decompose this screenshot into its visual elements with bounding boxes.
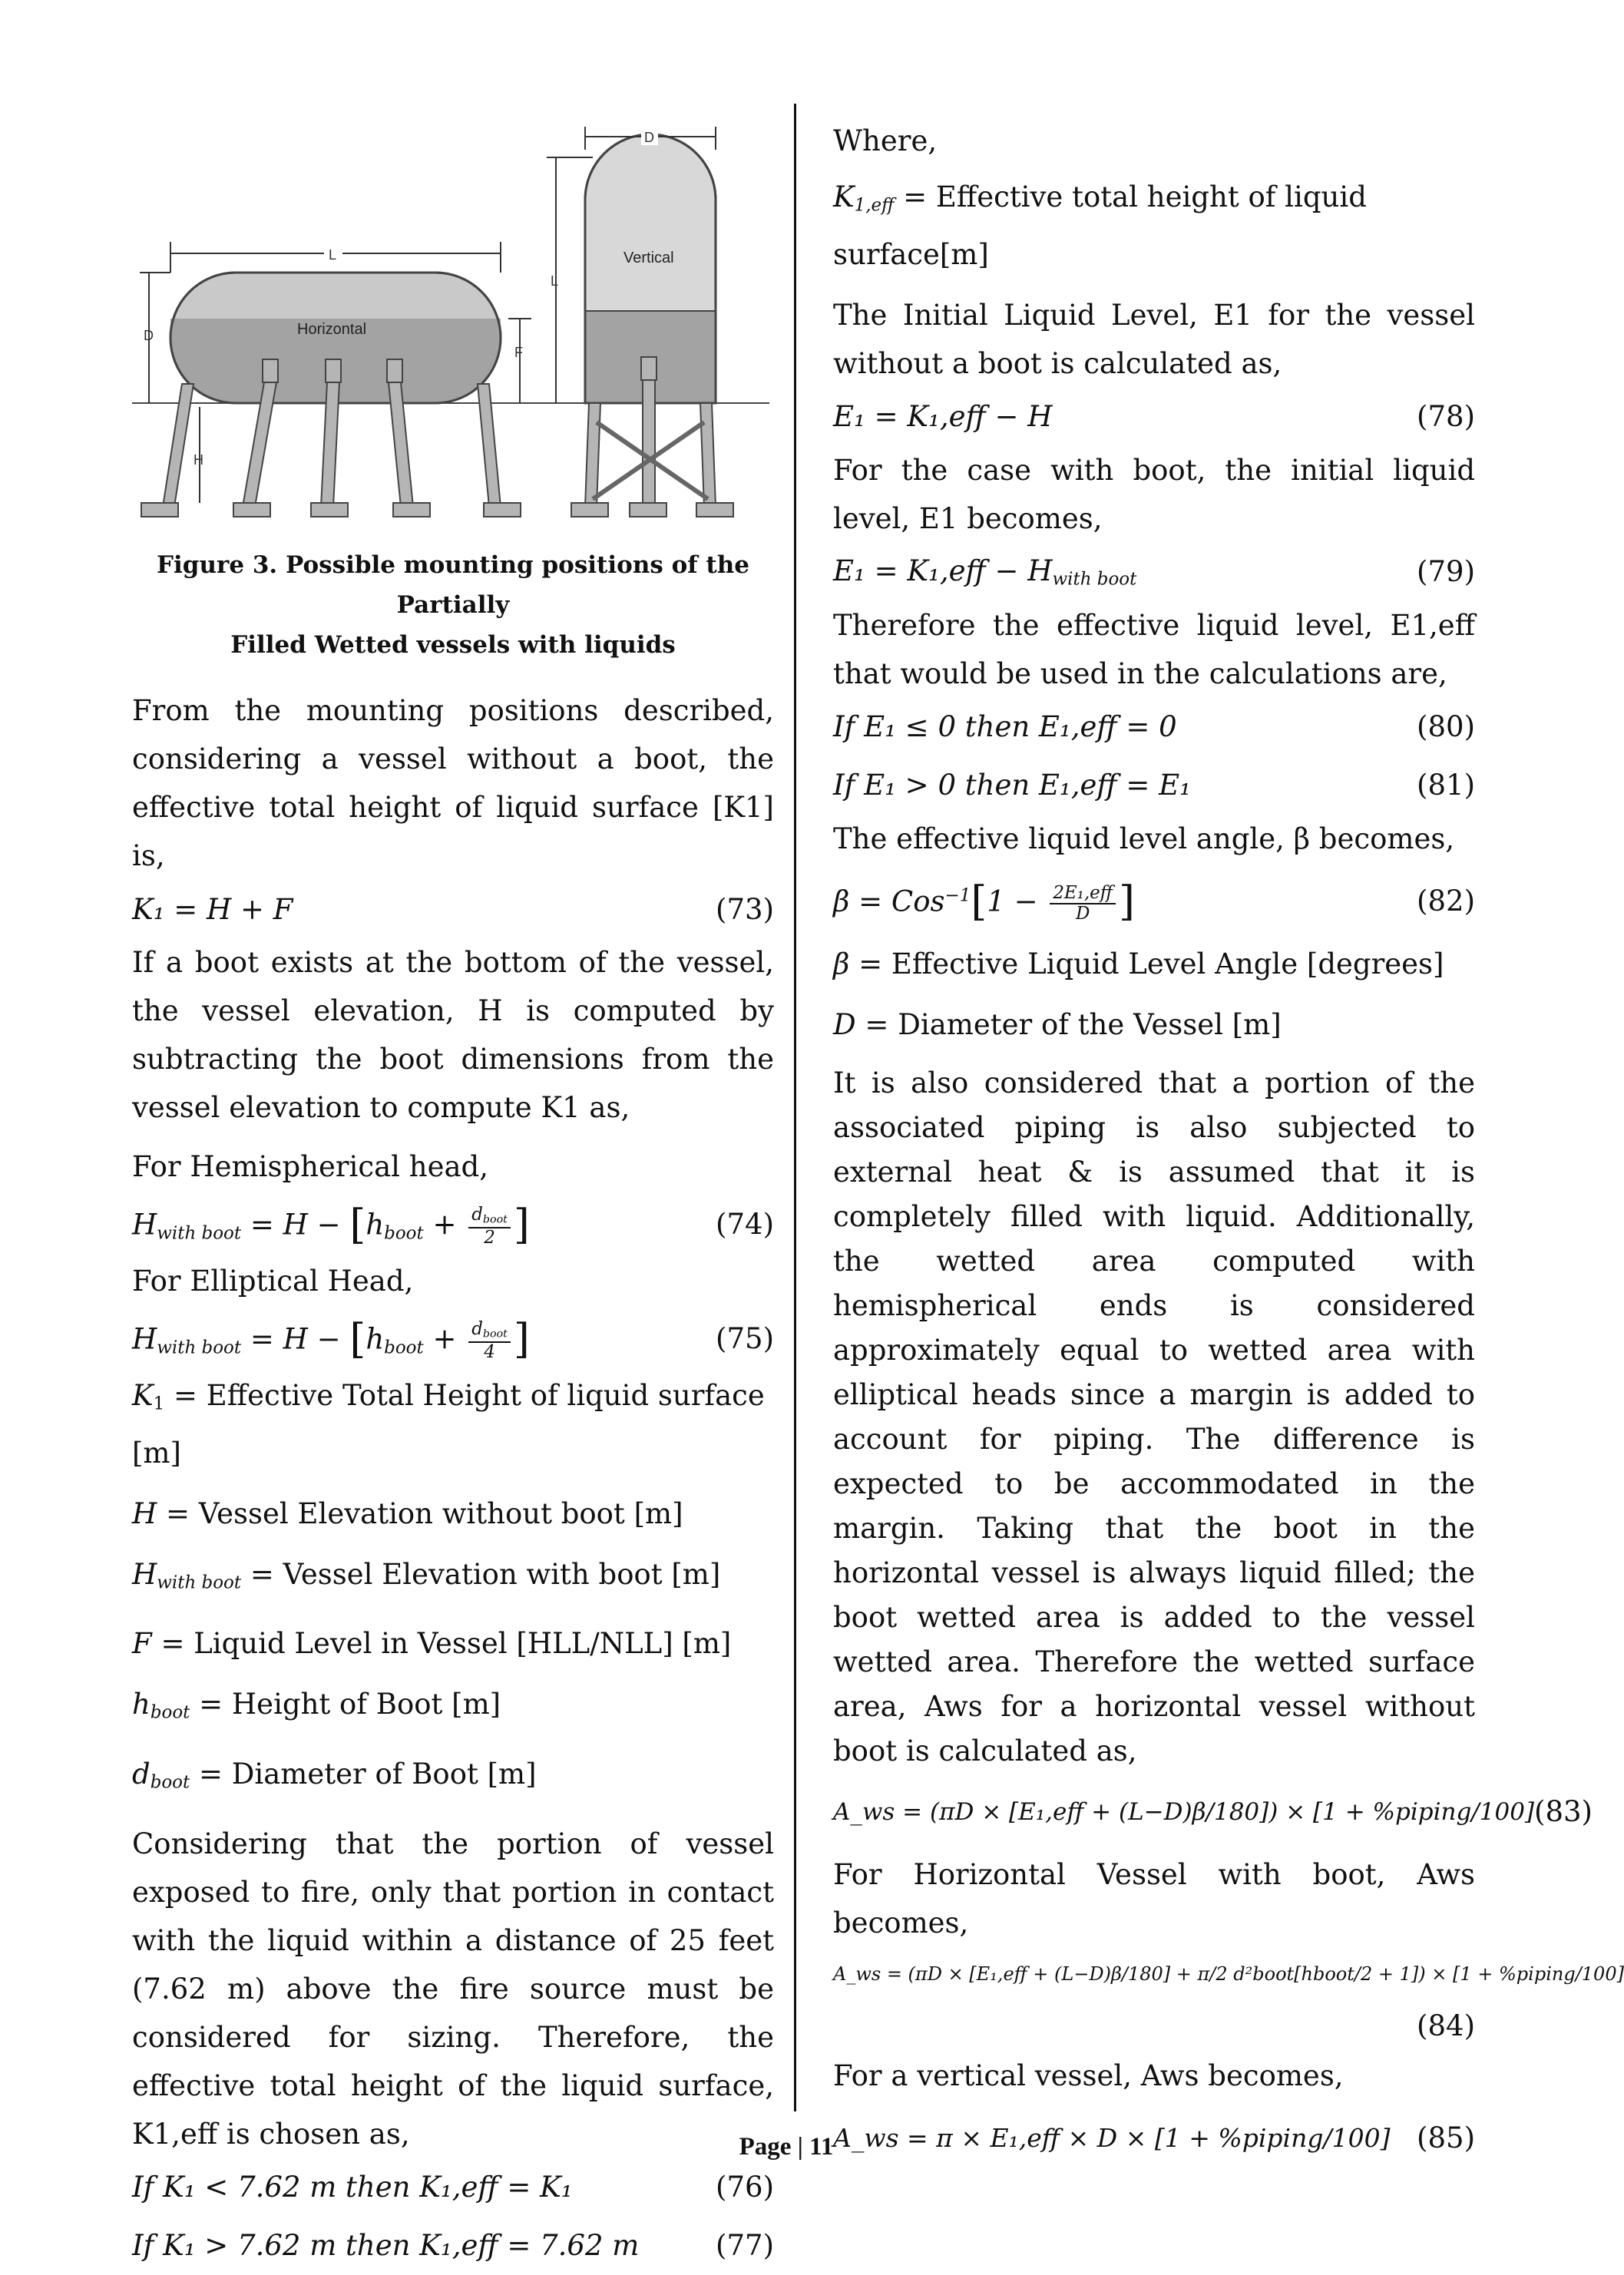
definition: $K_{1,eff}$ = Effective total height of liquid surface[m]: [833, 180, 1367, 271]
equation-85: A_ws = π × E₁,eff × D × [1 + %piping/100] (85): [833, 2121, 1475, 2155]
vessel-diagram: [132, 115, 774, 530]
page-number: Page | 11: [739, 2133, 834, 2161]
svg-text:Horizontal: Horizontal: [297, 321, 367, 338]
definition: β = Effective Liquid Level Angle [degrees]: [833, 947, 1444, 980]
vertical-vessel: [571, 134, 733, 517]
paragraph: For Elliptical Head,: [132, 1265, 414, 1298]
paragraph: For a vertical vessel, Aws becomes,: [833, 2058, 1344, 2092]
paragraph: For Horizontal Vessel with boot, Aws becomes,: [833, 1857, 1475, 1939]
svg-text:H: H: [193, 452, 203, 468]
definition: $H_{with boot}$ = Vessel Elevation with boot [m]: [132, 1557, 721, 1593]
definition: F = Liquid Level in Vessel [HLL/NLL] [m]: [132, 1627, 732, 1661]
paragraph: It is also considered that a portion of the associated piping is also subjected to external heat & is assumed that it is completely filled with liquid. Additionally, the wetted area computed with hemispherical ends is considered approximately equal to wetted area with elliptical heads since a margin is added to account for piping. The difference is expected to be accommodated in the margin. Taking that the boot in the horizontal vessel is always liquid filled; the boot wetted area is added to the vessel wetted area. Therefore the wetted surface area, Aws for a horizontal vessel without boot is calculated as,: [833, 1066, 1475, 1767]
equation-75: $H_{with boot} = H - [h_{boot}$ + $\frac{d_{boot}}{4}$ ] (75): [132, 1314, 774, 1363]
paragraph: The effective liquid level angle, β becomes,: [833, 822, 1455, 855]
paragraph: Therefore the effective liquid level, E1,eff that would be used in the calculations are,: [833, 608, 1475, 690]
definition: $K_1$ = Effective Total Height of liquid surface [m]: [132, 1379, 765, 1470]
column-divider: [794, 104, 796, 2111]
left-column: [132, 537, 774, 2275]
paragraph: The Initial Liquid Level, E1 for the vessel without a boot is calculated as,: [833, 298, 1475, 380]
paragraph: Where,: [833, 124, 938, 157]
equation-84: A_ws = (πD × [E₁,eff + (L−D)β/180] + π/2 d²boot[hboot/2 + 1]) × [1 + %piping/100]: [833, 1963, 1624, 1985]
definition: $d_{boot}$ = Diameter of Boot [m]: [132, 1758, 537, 1793]
equation-76: If K₁ < 7.62 m then K₁,eff = K₁ (76): [132, 2171, 774, 2204]
equation-81: If E₁ > 0 then E₁,eff = E₁ (81): [833, 769, 1475, 802]
figure-caption: Figure 3. Possible mounting positions of the Partially Filled Wetted vessels with liquids: [157, 551, 749, 659]
svg-text:F: F: [514, 345, 523, 360]
right-column: [833, 117, 1624, 2177]
svg-text:L: L: [329, 247, 337, 263]
horizontal-vessel: [141, 273, 521, 517]
equation-74: $H_{with boot} = H - [h_{boot}$ + $\frac{d_{boot}}{2}$ ] (74): [132, 1199, 774, 1248]
svg-text:D: D: [144, 328, 154, 343]
svg-text:L: L: [551, 273, 559, 289]
equation-84-number: (84): [1417, 2009, 1475, 2043]
svg-text:Vertical: Vertical: [623, 250, 674, 266]
definition: D = Diameter of the Vessel [m]: [833, 1007, 1282, 1041]
paragraph: For Hemispherical head,: [132, 1150, 488, 1183]
equation-82: β = Cos$^{-1}$[1 − $\frac{\text{2E₁,eff}}{D}$ ] (82): [833, 877, 1475, 926]
equation-77: If K₁ > 7.62 m then K₁,eff = 7.62 m (77): [132, 2229, 774, 2263]
paragraph: From the mounting positions described, considering a vessel without a boot, the effective total height of liquid surface [K1] is,: [132, 694, 774, 872]
paragraph: Considering that the portion of vessel exposed to fire, only that portion in contact with the liquid within a distance of 25 feet (7.62 m) above the fire source must be considered for sizing. Therefore, the effective total height of the liquid surface, K1,eff is chosen as,: [132, 1827, 774, 2151]
equation-78: E₁ = K₁,eff − H (78): [833, 400, 1475, 434]
definition: $h_{boot}$ = Height of Boot [m]: [132, 1688, 501, 1724]
paragraph: If a boot exists at the bottom of the vessel, the vessel elevation, H is computed by subtracting the boot dimensions from the vessel elevation to compute K1 as,: [132, 946, 774, 1124]
equation-80: If E₁ ≤ 0 then E₁,eff = 0 (80): [833, 710, 1475, 744]
definition: H = Vessel Elevation without boot [m]: [132, 1496, 683, 1530]
equation-83: A_ws = (πD × [E₁,eff + (L−D)β/180]) × [1 + %piping/100] (83): [833, 1795, 1593, 1829]
figure-3: [132, 115, 774, 530]
definitions-list: [132, 1371, 774, 1807]
equation-79: $E_1 = K_1,eff - H_{with boot}$ (79): [833, 554, 1475, 590]
equation-73: K₁ = H + F (73): [132, 892, 774, 926]
svg-text:D: D: [644, 130, 654, 145]
paragraph: For the case with boot, the initial liquid level, E1 becomes,: [833, 453, 1475, 535]
